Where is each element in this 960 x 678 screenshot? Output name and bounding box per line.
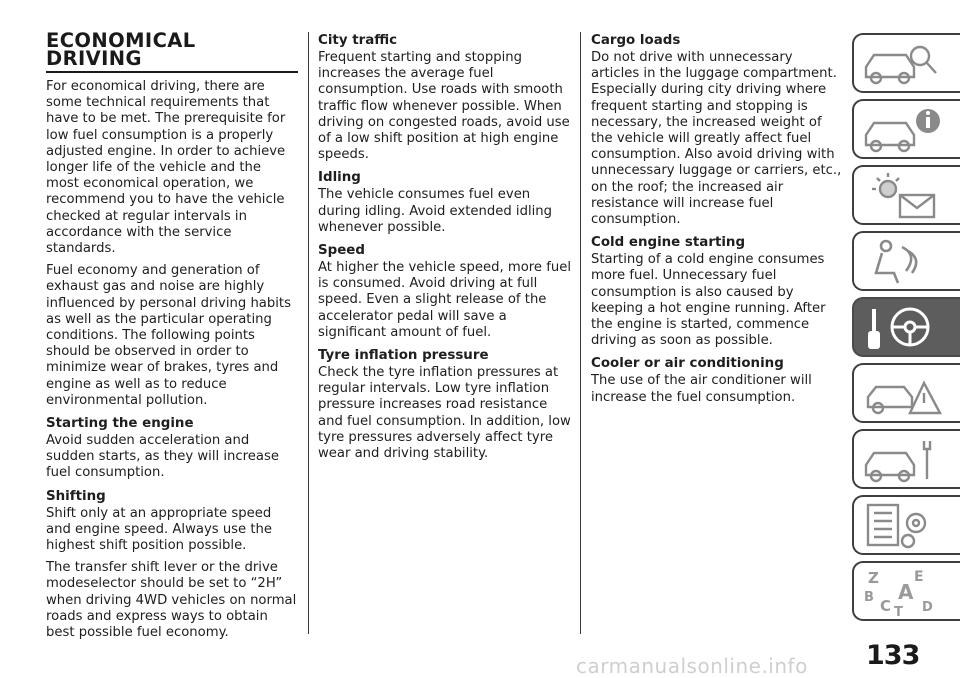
tab-safety[interactable] [852, 231, 960, 291]
section-heading: Idling [318, 170, 361, 186]
warning-light-message-icon [860, 171, 950, 221]
section-paragraph: Do not drive with unnecessary articles in the luggage compartment. Especially during city driving where frequent starting and stopping is necessary, the increased weight of the vehicle will greatly affect fuel consumption. Also avoid driving with unnecessary luggage or carriers, etc., on the roof; the increased air resistance will increase fuel consumption. [591, 50, 842, 228]
chapter-tabs [852, 33, 960, 627]
section-paragraph: The transfer shift lever or the drive modeselector should be set to “2H” when driving 4WD vehicles on normal roads and express ways to obtain best possible fuel economy. [46, 560, 297, 641]
section-paragraph: The vehicle consumes fuel even during idling. Avoid extended idling whenever possible. [318, 187, 553, 235]
section-heading: Cold engine starting [591, 235, 746, 251]
section-paragraph: Check the tyre inflation pressures at regular intervals. Low tyre inflation pressure increases road resistance and fuel consumption. In addition, low tyre pressures adversely affect tyre wear and driving stability. [318, 365, 571, 462]
watermark: carmanualsonline.info [576, 654, 808, 678]
column-3 [591, 32, 843, 412]
section-heading: Tyre inflation pressure [318, 348, 489, 364]
specs-gear-icon [860, 501, 950, 551]
index-letter: D [922, 600, 933, 615]
page-number: 133 [866, 640, 920, 671]
section-heading: Cooler or air conditioning [591, 356, 784, 372]
alphabetical-index-icon [860, 567, 950, 617]
section-heading: City traffic [318, 33, 398, 48]
index-letter: T [894, 605, 903, 617]
section-heading: Cargo loads [591, 33, 681, 48]
index-letter: Z [868, 569, 879, 587]
tab-in-an-emergency[interactable] [852, 363, 960, 423]
title-underline [46, 71, 298, 73]
index-letter: B [864, 590, 874, 605]
section-paragraph: Starting of a cold engine consumes more fuel. Unnecessary fuel consumption is also caused by keeping a hot engine running. After the engine is started, commence driving as soon as possible. [591, 252, 826, 349]
tab-servicing-and-care[interactable] [852, 429, 960, 489]
section-heading: Starting the engine [46, 416, 194, 432]
tab-knowing-instrument-panel[interactable] [852, 99, 960, 159]
car-emergency-triangle-icon [860, 369, 950, 419]
section-paragraph: The use of the air conditioner will increase the fuel consumption. [591, 373, 812, 405]
section-paragraph: Avoid sudden acceleration and sudden starts, as they will increase fuel consumption. [46, 433, 279, 481]
section-heading: Speed [318, 243, 365, 259]
page-title-line-2: DRIVING [46, 47, 142, 70]
intro-paragraph: For economical driving, there are some technical requirements that have to be met. The prerequisite for low fuel consumption is a properly adjusted engine. In order to achieve longer life of the vehicle and the most economical operation, we recommend you to have the vehicle checked at regular intervals in accordance with the service standards. [46, 79, 286, 257]
tab-warning-lights[interactable] [852, 165, 960, 225]
column-1 [46, 29, 298, 647]
tab-technical-specifications[interactable] [852, 495, 960, 555]
section-paragraph: Shift only at an appropriate speed and engine speed. Always use the highest shift position possible. [46, 505, 272, 554]
key-steering-wheel-icon [860, 303, 950, 353]
tab-index[interactable] [852, 561, 960, 621]
page-title [46, 29, 298, 70]
section-heading: Shifting [46, 488, 106, 504]
index-letter: E [914, 569, 924, 585]
car-search-icon [860, 39, 950, 89]
column-divider [580, 32, 581, 634]
car-wrench-icon [860, 435, 950, 485]
intro-paragraph: Fuel economy and generation of exhaust gas and noise are highly influenced by personal driving habits as well as the particular operating conditions. The following points should be observed in order to minimize wear of brakes, tyres and engine as well as to reduce environmental pollution. [46, 263, 291, 408]
section-paragraph: Frequent starting and stopping increases the average fuel consumption. Use roads with smooth traffic flow whenever possible. When driving on congested roads, avoid use of a low shift position at high engine speeds. [318, 50, 570, 163]
tab-starting-and-driving[interactable] [852, 297, 960, 357]
column-divider [308, 32, 309, 634]
tab-getting-to-know-car[interactable] [852, 33, 960, 93]
seat-airbag-icon [860, 237, 950, 287]
car-info-icon [860, 105, 950, 155]
page-title-line-1: ECONOMICAL [46, 29, 196, 52]
section-paragraph: At higher the vehicle speed, more fuel is consumed. Avoid driving at full speed. Even a slight release of the accelerator pedal will save a significant amount of fuel. [318, 260, 571, 340]
index-letter: A [898, 580, 914, 604]
column-2 [318, 32, 572, 468]
index-letter: C [880, 597, 892, 615]
